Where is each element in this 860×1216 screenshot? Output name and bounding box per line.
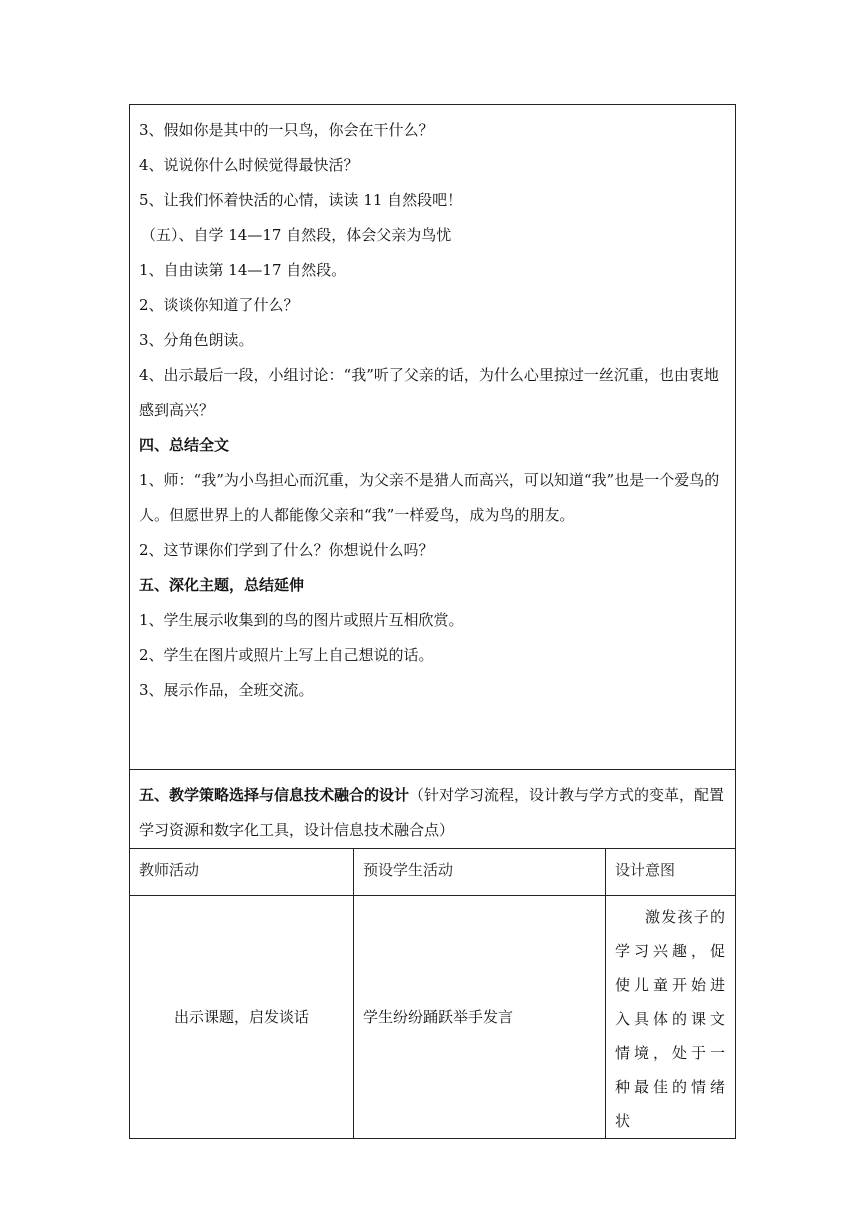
header-design-intent: 设计意图	[606, 849, 736, 896]
content-line: 2、这节课你们学到了什么？你想说什么吗？	[139, 541, 434, 559]
header-teacher-activity: 教师活动	[130, 849, 354, 896]
content-line: 3、假如你是其中的一只鸟，你会在干什么？	[139, 121, 434, 139]
content-row	[130, 105, 736, 770]
content-line: 5、让我们怀着快活的心情，读读 11 自然段吧！	[139, 191, 463, 209]
content-line: 1、自由读第 14—17 自然段。	[139, 261, 347, 279]
strategy-cell	[130, 770, 736, 849]
header-student-activity: 预设学生活动	[354, 849, 606, 896]
teacher-activity-cell: 出示课题，启发谈话	[130, 896, 354, 1139]
design-intent-cell: 激发孩子的学习兴趣，促使儿童开始进入具体的课文情境，处于一种最佳的情绪状	[606, 896, 736, 1139]
student-activity-cell: 学生纷纷踊跃举手发言	[354, 896, 606, 1139]
content-line: 4、说说你什么时候觉得最快活？	[139, 156, 359, 174]
lesson-plan-table	[129, 104, 736, 1139]
content-line: 3、展示作品，全班交流。	[139, 681, 314, 699]
section-heading: 四、总结全文	[139, 436, 230, 454]
lesson-content-cell	[130, 105, 736, 770]
content-line: 3、分角色朗读。	[139, 331, 254, 349]
content-line: 2、谈谈你知道了什么？	[139, 296, 299, 314]
table-row	[130, 896, 736, 1139]
strategy-row	[130, 770, 736, 849]
header-row	[130, 849, 736, 896]
strategy-note: （针对学习流程，设计教与学方式的变革，配置学习资源和数字化工具，设计信息技术融合点）	[139, 786, 725, 839]
content-subheading: （五）、自学 14—17 自然段，体会父亲为鸟忧	[141, 226, 452, 244]
content-line: 1、师：“我”为小鸟担心而沉重，为父亲不是猎人而高兴，可以知道“我”也是一个爱鸟的人。但愿世界上的人都能像父亲和“我”一样爱鸟，成为鸟的朋友。	[139, 471, 720, 524]
section-heading: 五、深化主题，总结延伸	[139, 576, 305, 594]
strategy-title: 五、教学策略选择与信息技术融合的设计	[139, 786, 410, 804]
content-line: 1、学生展示收集到的鸟的图片或照片互相欣赏。	[139, 611, 464, 629]
content-line: 4、出示最后一段，小组讨论：“我”听了父亲的话，为什么心里掠过一丝沉重，也由衷地感到高兴？	[139, 366, 719, 419]
content-line: 2、学生在图片或照片上写上自己想说的话。	[139, 646, 434, 664]
